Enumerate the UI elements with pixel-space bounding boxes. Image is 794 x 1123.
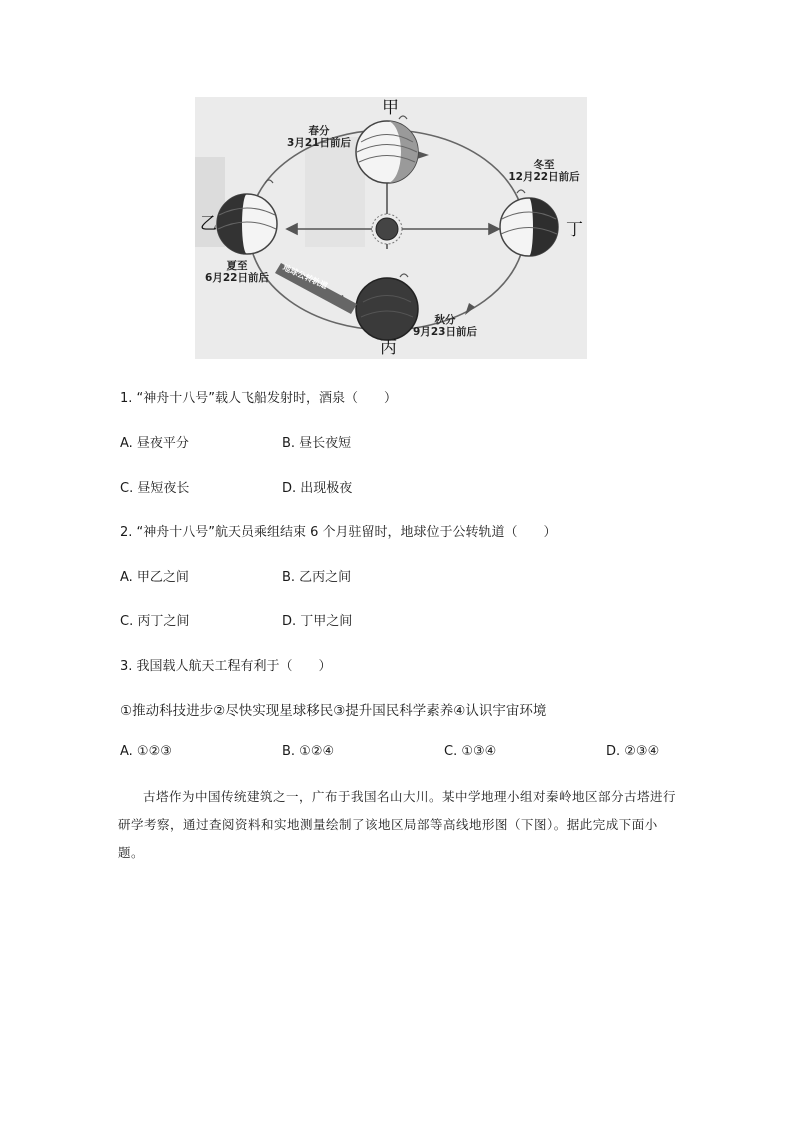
earth-yi bbox=[217, 194, 277, 254]
orbit-drawing bbox=[195, 97, 587, 359]
earth-jia bbox=[356, 121, 418, 183]
question-3-statements: ①推动科技进步②尽快实现星球移民③提升国民科学素养④认识宇宙环境 bbox=[120, 703, 547, 719]
question-1-option-d: D. 出现极夜 bbox=[282, 481, 353, 496]
label-orbit-direction: 地球公转轨道 bbox=[281, 263, 329, 291]
label-bing: 丙 bbox=[380, 338, 397, 358]
question-2-option-b: B. 乙丙之间 bbox=[282, 570, 352, 585]
label-yi: 乙 bbox=[200, 214, 217, 234]
question-1-stem: 1. “神舟十八号”载人飞船发射时，酒泉（ ） bbox=[120, 391, 398, 406]
question-3-option-c: C. ①③④ bbox=[444, 744, 497, 759]
label-spring-equinox: 春分 3月21日前后 bbox=[287, 125, 351, 150]
sun-icon bbox=[376, 218, 398, 240]
label-autumn-equinox: 秋分 9月23日前后 bbox=[413, 314, 477, 339]
question-2-option-c: C. 丙丁之间 bbox=[120, 614, 190, 629]
earth-revolution-diagram bbox=[195, 97, 587, 359]
passage-paragraph: 古塔作为中国传统建筑之一，广布于我国名山大川。某中学地理小组对秦岭地区部分古塔进行研学考察，通过查阅资料和实地测量绘制了该地区局部等高线地形图（下图）。据此完成下面小题。 bbox=[118, 789, 677, 860]
question-3-option-b: B. ①②④ bbox=[282, 744, 335, 759]
label-jia: 甲 bbox=[382, 98, 399, 118]
label-summer-solstice: 夏至 6月22日前后 bbox=[205, 260, 269, 285]
question-1-option-b: B. 昼长夜短 bbox=[282, 436, 352, 451]
label-ding: 丁 bbox=[566, 220, 583, 240]
question-2-option-a: A. 甲乙之间 bbox=[120, 570, 189, 585]
question-3-stem: 3. 我国载人航天工程有利于（ ） bbox=[120, 659, 332, 674]
question-1-option-a: A. 昼夜平分 bbox=[120, 436, 189, 451]
question-3-option-d: D. ②③④ bbox=[606, 744, 660, 759]
question-1-option-c: C. 昼短夜长 bbox=[120, 481, 190, 496]
label-winter-solstice: 冬至 12月22日前后 bbox=[508, 159, 580, 184]
question-2-option-d: D. 丁甲之间 bbox=[282, 614, 353, 629]
passage bbox=[118, 783, 678, 867]
question-2-stem: 2. “神舟十八号”航天员乘组结束 6 个月驻留时，地球位于公转轨道（ ） bbox=[120, 525, 557, 540]
question-3-option-a: A. ①②③ bbox=[120, 744, 172, 759]
earth-ding bbox=[500, 198, 558, 256]
